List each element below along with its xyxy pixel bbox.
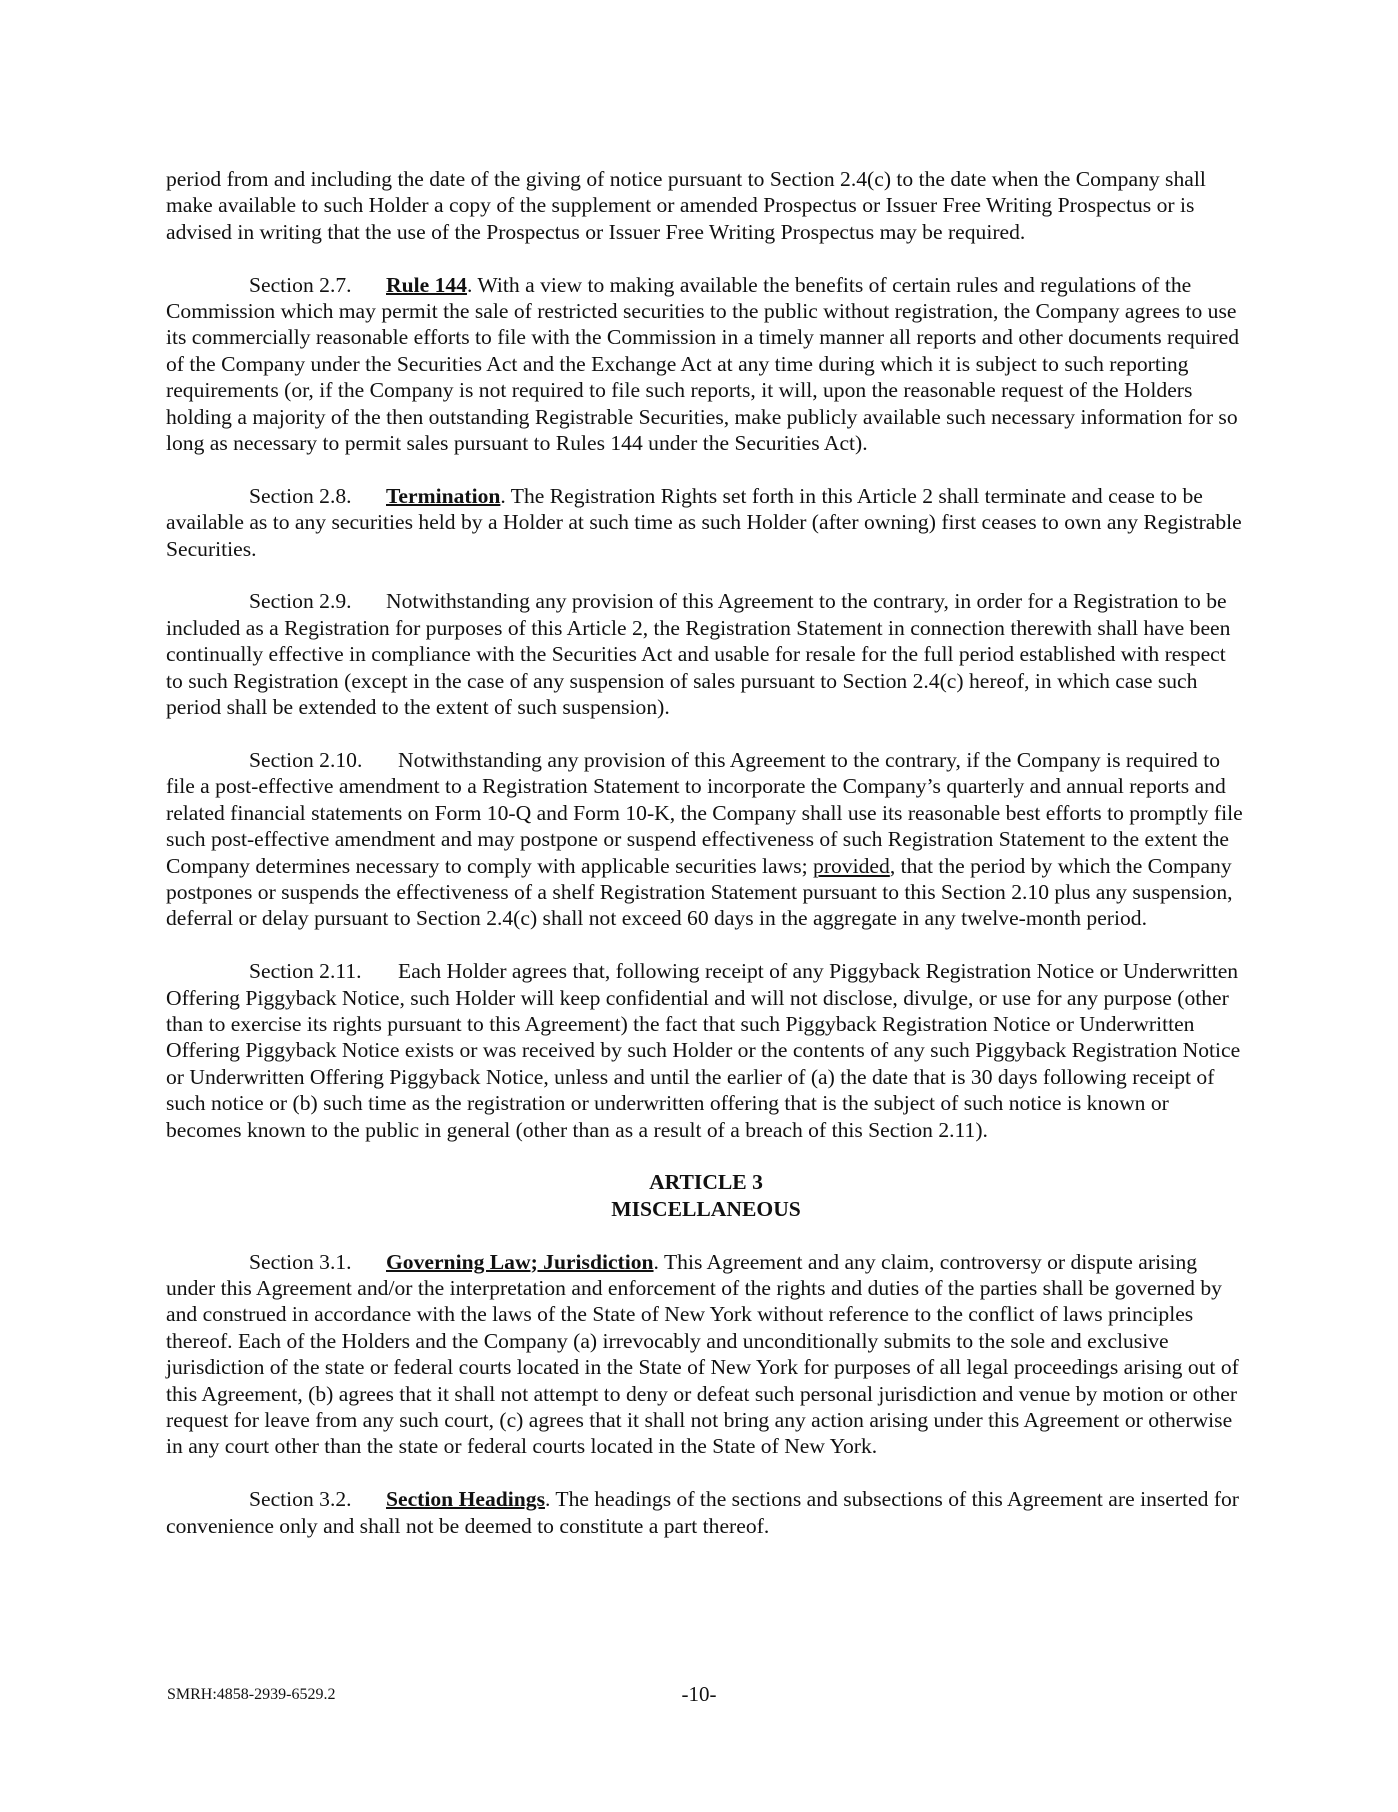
section-label: Section 3.2. xyxy=(249,1487,352,1512)
section-2-8 xyxy=(166,483,1246,562)
section-3-1 xyxy=(166,1249,1246,1460)
article-title: MISCELLANEOUS xyxy=(611,1196,801,1221)
section-heading: Termination xyxy=(386,483,501,508)
section-label: Section 3.1. xyxy=(249,1249,352,1274)
section-text: Notwithstanding any provision of this Agreement to the contrary, if the Company is required to file a post-effective amendment to a Registration Statement to incorporate the Company’s quarterly and annual reports and related financial statements on Form 10-Q and Form 10-K, the Company shall use its reasonable best efforts to promptly file such post-effective amendment and may postpone or suspend effectiveness of such Registration Statement to the extent the Company determines necessary to comply with applicable securities laws; xyxy=(166,747,1243,878)
section-text: Each Holder agrees that, following receipt of any Piggyback Registration Notice or Underwritten Offering Piggyback Notice, such Holder will keep confidential and will not disclose, divulge, or use for any purpose (other than to exercise its rights pursuant to this Agreement) the fact that such Piggyback Registration Notice or Underwritten Offering Piggyback Notice exists or was received by such Holder or the contents of any such Piggyback Registration Notice or Underwritten Offering Piggyback Notice, unless and until the earlier of (a) the date that is 30 days following receipt of such notice or (b) such time as the registration or underwritten offering that is the subject of such notice is known or becomes known to the public in general (other than as a result of a breach of this Section 2.11). xyxy=(166,959,1241,1142)
section-label: Section 2.8. xyxy=(249,483,352,508)
section-label: Section 2.11. xyxy=(249,959,362,984)
section-heading: Governing Law; Jurisdiction xyxy=(386,1249,654,1274)
section-2-11 xyxy=(166,958,1246,1143)
section-text: . The headings of the sections and subsections of this Agreement are inserted for convenience only and shall not be deemed to constitute a part thereof. xyxy=(166,1487,1239,1538)
section-label: Section 2.9. xyxy=(249,589,352,614)
section-2-7 xyxy=(166,272,1246,457)
page-number: -10- xyxy=(681,1682,717,1706)
section-heading: Section Headings xyxy=(386,1487,545,1512)
paragraph-text: period from and including the date of the giving of notice pursuant to Section 2.4(c) to the date when the Company shall make available to such Holder a copy of the supplement or amended Prospectus or Issuer Free Writing Prospectus or is advised in writing that the use of the Prospectus or Issuer Free Writing Prospectus may be required. xyxy=(166,167,1206,244)
section-label: Section 2.7. xyxy=(249,272,352,297)
section-text: Notwithstanding any provision of this Agreement to the contrary, in order for a Registration to be included as a Registration for purposes of this Article 2, the Registration Statement in connection therewith shall have been continually effective in compliance with the Securities Act and usable for resale for the full period established with respect to such Registration (except in the case of any suspension of sales pursuant to Section 2.4(c) hereof, in which case such period shall be extended to the extent of such suspension). xyxy=(166,589,1231,720)
provided-term: provided xyxy=(813,853,890,878)
section-3-2 xyxy=(166,1486,1246,1539)
section-heading: Rule 144 xyxy=(386,272,467,297)
article-heading xyxy=(166,1169,1246,1222)
section-2-9 xyxy=(166,588,1246,720)
section-text: . With a view to making available the benefits of certain rules and regulations of the Commission which may permit the sale of restricted securities to the public without registration, the Company agrees to use its commercially reasonable efforts to file with the Commission in a timely manner all reports and other documents required of the Company under the Securities Act and the Exchange Act at any time during which it is subject to such reporting requirements (or, if the Company is not required to file such reports, it will, upon the reasonable request of the Holders holding a majority of the then outstanding Registrable Securities, make publicly available such necessary information for so long as necessary to permit sales pursuant to Rules 144 under the Securities Act). xyxy=(166,272,1240,456)
section-text: . The Registration Rights set forth in this Article 2 shall terminate and cease to be available as to any securities held by a Holder at such time as such Holder (after owning) first ceases to own any Registrable Securities. xyxy=(166,483,1242,561)
section-label: Section 2.10. xyxy=(249,747,363,772)
section-text-after: , that the period by which the Company postpones or suspends the effectiveness of a shelf Registration Statement pursuant to this Section 2.10 plus any suspension, deferral or delay pursuant to Section 2.4(c) shall not exceed 60 days in the aggregate in any twelve-month period. xyxy=(166,853,1233,931)
section-text: . This Agreement and any claim, controversy or dispute arising under this Agreement and/or the interpretation and enforcement of the rights and duties of the parties shall be governed by and construed in accordance with the laws of the State of New York without reference to the conflict of laws principles thereof. Each of the Holders and the Company (a) irrevocably and unconditionally submits to the sole and exclusive jurisdiction of the state or federal courts located in the State of New York for purposes of all legal proceedings arising out of this Agreement, (b) agrees that it shall not attempt to deny or defeat such personal jurisdiction and venue by motion or other request for leave from any such court, (c) agrees that it shall not bring any action arising under this Agreement or otherwise in any court other than the state or federal courts located in the State of New York. xyxy=(166,1249,1239,1459)
footer-doc-id: SMRH:4858-2939-6529.2 xyxy=(167,1686,336,1703)
article-number: ARTICLE 3 xyxy=(649,1170,763,1195)
section-2-10 xyxy=(166,747,1246,932)
document-page xyxy=(166,166,1246,1565)
paragraph-continuation xyxy=(166,166,1246,245)
